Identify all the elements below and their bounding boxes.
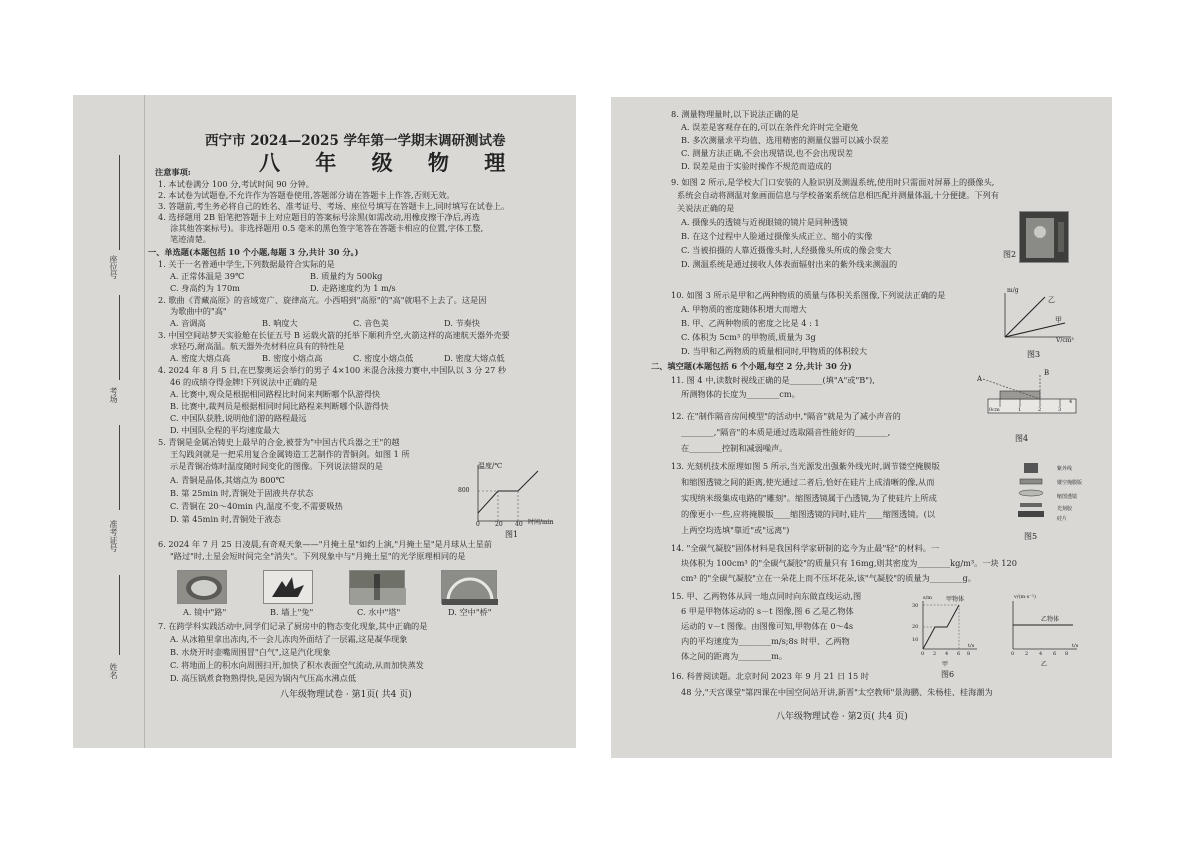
fig6a-xtick: 6 <box>957 651 961 657</box>
figure-4-ruler <box>978 371 1078 431</box>
option: A. 比赛中,观众是根据相同路程比时间来判断哪个队游得快 <box>170 389 381 399</box>
hand-shadow-image <box>263 570 313 604</box>
fig1-xlabel: 时间/min <box>528 519 554 526</box>
question-line: 6. 2024 年 7 月 25 日凌晨,有奇观天象——"月掩土星"如约上演,"月掩土星"是月球从土星前 <box>158 539 492 549</box>
question-line: 7. 在跨学科实践活动中,同学们记录了厨房中的物态变化现象,其中正确的是 <box>158 621 428 631</box>
fig6b-ylabel: v/(m·s⁻¹) <box>1014 594 1036 600</box>
option: D. 第 45min 时,青铜处于液态 <box>170 514 281 524</box>
question-line: cm³ 的"全碳气凝胶"立在一朵花上而不压坏花朵,该"气凝胶"的质量为________g。 <box>681 573 976 583</box>
ticket-label: 准考证号 <box>109 520 118 552</box>
fig6b-xtick: 4 <box>1039 651 1043 657</box>
fig6a-ytick: 20 <box>912 624 919 630</box>
option: D. 测温系统是通过接收人体表面辐射出来的紫外线来测温的 <box>681 259 898 269</box>
option: C. 测量方法正确,不会出现错误,也不会出现误差 <box>681 148 853 158</box>
option: C. 将地面上的积水向周围扫开,加快了积水表面空气流动,从而加快蒸发 <box>170 660 424 670</box>
option: D. 节奏快 <box>444 318 481 328</box>
fig6b-xtick: 0 <box>1011 651 1015 657</box>
fig6b-xtick: 8 <box>1065 651 1069 657</box>
question-line: 11. 图 4 中,读数时视线正确的是________(填"A"或"B"), <box>671 375 875 385</box>
fig4-tick: 4 <box>1069 399 1073 405</box>
question-line: 和缩图透镜之间的距离,使光通过二者后,恰好在硅片上成清晰的像,从而 <box>681 477 935 487</box>
fig4-label-b: B <box>1044 369 1050 377</box>
figure-2-face-scanner <box>1019 211 1069 263</box>
question-line: 运动的 v－t 图像。由图像可知,甲物体在 0～4s <box>681 621 854 631</box>
question-line: 1. 关于一名普通中学生,下列数据最符合实际的是 <box>158 259 335 269</box>
fig5-caption: 图5 <box>1024 532 1038 541</box>
option: B. 响度大 <box>262 318 298 328</box>
note-line: 4. 选择题用 2B 铅笔把答题卡上对应题目的答案标号涂黑(如需改动,用橡皮擦干净后,再选 <box>158 212 480 222</box>
question-line: 9. 如图 2 所示,是学校大门口安装的人脸识别及测温系统,使用时只需面对屏幕上的摄像头, <box>671 177 995 187</box>
rainbow-image <box>441 570 497 604</box>
question-line: 系统会自动将测温对象画面信息与学校备案系统信息相匹配并测量体温,十分便捷。下列有 <box>677 190 999 200</box>
exam-subtitle: 八 年 级 物 理 <box>259 150 520 175</box>
question-line: 14. "全碳气凝胶"固体材料是我国科学家研制的迄今为止最"轻"的材料。一 <box>671 543 940 553</box>
option: B. 密度小熔点高 <box>262 353 323 363</box>
fig6a-xtick: 8 <box>967 651 971 657</box>
option: A. 甲物质的密度随体积增大而增大 <box>681 304 807 314</box>
option: D. 误差是由于实验时操作不规范而造成的 <box>681 161 832 171</box>
fig3-caption: 图3 <box>1027 350 1041 359</box>
question-line: 10. 如图 3 所示是甲和乙两种物质的质量与体积关系图像,下列说法正确的是 <box>671 290 946 300</box>
figure-6b-vt-graph <box>1003 597 1079 659</box>
question-line: 示是青铜冶炼时温度随时间变化的图像。下列说法错误的是 <box>170 461 383 471</box>
fig4-tick: 3 <box>1058 407 1062 413</box>
question-line: 求轻巧,耐高温。航天器外壳材料应具有的特性是 <box>170 341 345 351</box>
room-line <box>119 295 120 380</box>
option: A. 青铜是晶体,其熔点为 800℃ <box>170 475 285 485</box>
fig3-ylabel: m/g <box>1007 287 1019 294</box>
question-line: 内的平均速度为________m/s;8s 时甲、乙两物 <box>681 636 850 646</box>
fig3-series: 乙 <box>1048 296 1055 304</box>
fig6b-xtick: 2 <box>1025 651 1029 657</box>
question-line: 15. 甲、乙两物体从同一地点同时向东做直线运动,图 <box>671 591 862 601</box>
option: C. 密度小熔点低 <box>353 353 414 363</box>
notes-title: 注意事项: <box>155 167 191 177</box>
fig6a-xtick: 0 <box>921 651 925 657</box>
question-line: 46 的成绩夺得金牌!下列说法中正确的是 <box>170 377 318 387</box>
question-line: 5. 青铜是金属冶铸史上最早的合金,被誉为"中国古代兵器之王"的越 <box>158 437 400 447</box>
name-line <box>119 575 120 655</box>
option: B. 墙上"兔" <box>270 607 314 617</box>
question-line: 为歌曲中的"高" <box>170 306 227 316</box>
option: A. 音调高 <box>170 318 206 328</box>
option: B. 多次测量求平均值、选用精密的测量仪器可以减小误差 <box>681 135 889 145</box>
section-1-heading: 一、单选题(本题包括 10 个小题,每题 3 分,共计 30 分。) <box>148 247 359 257</box>
fig6b-xlabel: t/s <box>1072 643 1079 649</box>
option: A. 密度大熔点高 <box>170 353 231 363</box>
option: B. 水烧开时壶嘴周围冒"白气",这是汽化现象 <box>170 647 331 657</box>
question-line: ________,"隔音"的本质是通过选取隔音性能好的________, <box>681 427 891 437</box>
fig5-label: 紫外线 <box>1057 466 1073 472</box>
fig2-caption: 图2 <box>1003 250 1017 259</box>
question-line: "路过"时,土星会短时间完全"消失"。下列现象中与"月掩土星"的光学原理相同的是 <box>170 551 466 561</box>
fig4-caption: 图4 <box>1015 434 1029 443</box>
option: B. 甲、乙两种物质的密度之比是 4 : 1 <box>681 318 820 328</box>
tower-reflection-image <box>349 570 405 604</box>
fig6a-ylabel: s/m <box>923 595 932 601</box>
option: C. 青铜在 20～40min 内,温度不变,不需要吸热 <box>170 501 343 511</box>
option: A. 摄像头的透镜与近视眼镜的镜片是同种透镜 <box>681 217 848 227</box>
fig1-xtick: 20 <box>495 521 503 528</box>
fig5-label: 缩图透镜 <box>1057 494 1078 500</box>
question-line: 4. 2024 年 8 月 5 日,在巴黎奥运会举行的男子 4×100 米混合泳接力赛中,中国队以 3 分 27 秒 <box>158 365 507 375</box>
option: D. 密度大熔点低 <box>444 353 505 363</box>
option: D. 中国队全程的平均速度最大 <box>170 425 280 435</box>
exam-page-2 <box>611 97 1112 758</box>
fig6a-xtick: 2 <box>933 651 937 657</box>
question-line: 块体积为 100cm³ 的"全碳气凝胶"的质量只有 16mg,则其密度为________kg/m³。一块 120 <box>681 558 1017 568</box>
option: A. 从冰箱里拿出冻肉,不一会儿冻肉外面结了一层霜,这是凝华现象 <box>170 634 408 644</box>
fig6a-title: 甲物体 <box>946 596 965 603</box>
fig4-tick: 0cm <box>989 407 1000 413</box>
exam-page-1 <box>73 95 576 748</box>
mirror-image <box>177 570 227 604</box>
fig3-xlabel: V/cm³ <box>1056 337 1074 344</box>
option: C. 体积为 5cm³ 的甲物质,质量为 3g <box>681 332 816 342</box>
question-line: 王勾践剑就是一把采用复合金属铸造工艺制作的青铜剑。如图 1 所 <box>170 449 410 459</box>
option: C. 水中"塔" <box>357 607 401 617</box>
fig6b-xtick: 6 <box>1053 651 1057 657</box>
option: C. 身高约为 170m <box>170 283 240 293</box>
question-line: 3. 中国空间站梦天实验舱在长征五号 B 运载火箭的托举下顺利升空,火箭这样的高速航天器外壳要 <box>158 330 510 340</box>
fig1-ylabel: 温度/℃ <box>478 462 503 470</box>
fig6a-ytick: 10 <box>912 637 919 643</box>
option: D. 高压锅煮食物熟得快,是因为锅内气压高水沸点低 <box>170 673 357 683</box>
question-line: 关说法正确的是 <box>677 203 735 213</box>
fig1-xtick: 40 <box>515 521 523 528</box>
question-line: 2. 歌曲《青藏高原》的音域宽广、旋律高亢。小西唱到"高原"的"高"就唱不上去了。这是因 <box>158 295 487 305</box>
fig4-tick: 1 <box>1018 407 1022 413</box>
seat-label: 座位号 <box>109 255 118 279</box>
option: A. 误差是客观存在的,可以在条件允许时完全避免 <box>681 122 859 132</box>
option: B. 第 25min 时,青铜处于固液共存状态 <box>170 488 314 498</box>
option: C. 音色美 <box>353 318 389 328</box>
note-line: 1. 本试卷满分 100 分,考试时间 90 分钟。 <box>158 179 314 189</box>
question-line: 实现纳米级集成电路的"雕刻"。缩图透镜属于凸透镜,为了使硅片上所成 <box>681 493 937 503</box>
note-line: 2. 本试卷为试题卷,不允许作为答题卷使用,答题部分请在答题卡上作答,否则无效。 <box>158 190 455 200</box>
option: C. 当被拍摄的人靠近摄像头时,人经摄像头所成的像会变大 <box>681 245 892 255</box>
question-line: 48 分,"天宫课堂"第四课在中国空间站开讲,新晋"太空教师"景海鹏、朱杨桂、桂海潮为 <box>681 687 993 697</box>
page-2-footer: 八年级物理试卷 · 第2页( 共4 页) <box>776 712 908 722</box>
figure-5-lithography <box>1016 463 1056 527</box>
seat-line <box>119 155 120 250</box>
fig6-caption: 图6 <box>941 670 955 679</box>
question-line: 16. 科普阅读题。北京时间 2023 年 9 月 21 日 15 时 <box>671 671 869 681</box>
question-line: 体之间的距离为________m。 <box>681 651 788 661</box>
fig5-label: 硅片 <box>1057 516 1068 522</box>
option: D. 走路速度约为 1 m/s <box>310 283 396 293</box>
fig4-label-a: A <box>977 375 983 383</box>
fig1-xtick: 0 <box>476 521 480 528</box>
option: D. 当甲和乙两物质的质量相同时,甲物质的体积较大 <box>681 346 868 356</box>
question-line: 在________控制和减弱噪声。 <box>681 443 788 453</box>
option: B. 在这个过程中人脸通过摄像头成正立、缩小的实像 <box>681 231 873 241</box>
fig1-ytick: 800 <box>458 487 470 494</box>
option: C. 中国队获胜,说明他们游的路程最远 <box>170 413 307 423</box>
question-line: 所测物体的长度为________cm。 <box>681 389 800 399</box>
question-line: 上两空均选填"靠近"或"远离") <box>681 525 790 535</box>
binding-margin <box>73 95 145 748</box>
ticket-line <box>119 425 120 510</box>
option: A. 镜中"路" <box>183 607 227 617</box>
fig5-label: 光刻胶 <box>1057 506 1073 512</box>
note-line: 涂其他答案标号)。非选择题用 0.5 毫米的黑色签字笔答在答题卡相应的位置,字体工整, <box>170 223 484 233</box>
question-line: 8. 测量物理量时,以下说法正确的是 <box>671 109 799 119</box>
room-label: 考场 <box>109 387 118 403</box>
option: D. 空中"桥" <box>448 607 492 617</box>
fig5-label: 镂空掩膜版 <box>1057 480 1083 486</box>
option: B. 比赛中,裁判员是根据相同时间比路程来判断哪个队游得快 <box>170 401 389 411</box>
fig6b-caption: 乙 <box>1041 661 1048 668</box>
fig4-tick: 2 <box>1038 407 1042 413</box>
section-2-heading: 二、填空题(本题包括 6 个小题,每空 2 分,共计 30 分) <box>651 361 852 371</box>
name-label: 姓名 <box>109 663 118 679</box>
note-line: 笔迹清楚。 <box>170 234 211 244</box>
page-1-footer: 八年级物理试卷 · 第1页( 共4 页) <box>280 690 412 700</box>
question-line: 13. 光刻机技术原理如图 5 所示,当光源发出强紫外线光时,调节镂空掩膜版 <box>671 461 940 471</box>
figure-6a-st-graph <box>911 597 979 659</box>
fig6b-title: 乙物体 <box>1041 616 1060 623</box>
option: A. 正常体温是 39℃ <box>170 271 245 281</box>
fig6a-caption: 甲 <box>942 661 949 668</box>
question-line: 6 甲是甲物体运动的 s－t 图像,图 6 乙是乙物体 <box>681 606 854 616</box>
note-line: 3. 答题前,考生务必将自己的姓名、准考证号、考场、座位号填写在答题卡上,同时填写在试卷上。 <box>158 201 510 211</box>
fig1-caption: 图1 <box>505 530 519 539</box>
option: B. 质量约为 500kg <box>310 271 383 281</box>
exam-title: 西宁市 2024—2025 学年第一学期末调研测试卷 <box>205 133 506 149</box>
fig6a-ytick: 30 <box>912 603 919 609</box>
fig3-series: 甲 <box>1055 316 1062 324</box>
question-line: 12. 在"制作隔音房间模型"的活动中,"隔音"就是为了减小声音的 <box>671 411 901 421</box>
fig6a-xtick: 4 <box>945 651 949 657</box>
question-line: 的像更小一些,应将掩膜版____缩图透镜的同时,硅片____缩图透镜。(以 <box>681 509 936 519</box>
fig6a-xlabel: t/s <box>968 643 975 649</box>
